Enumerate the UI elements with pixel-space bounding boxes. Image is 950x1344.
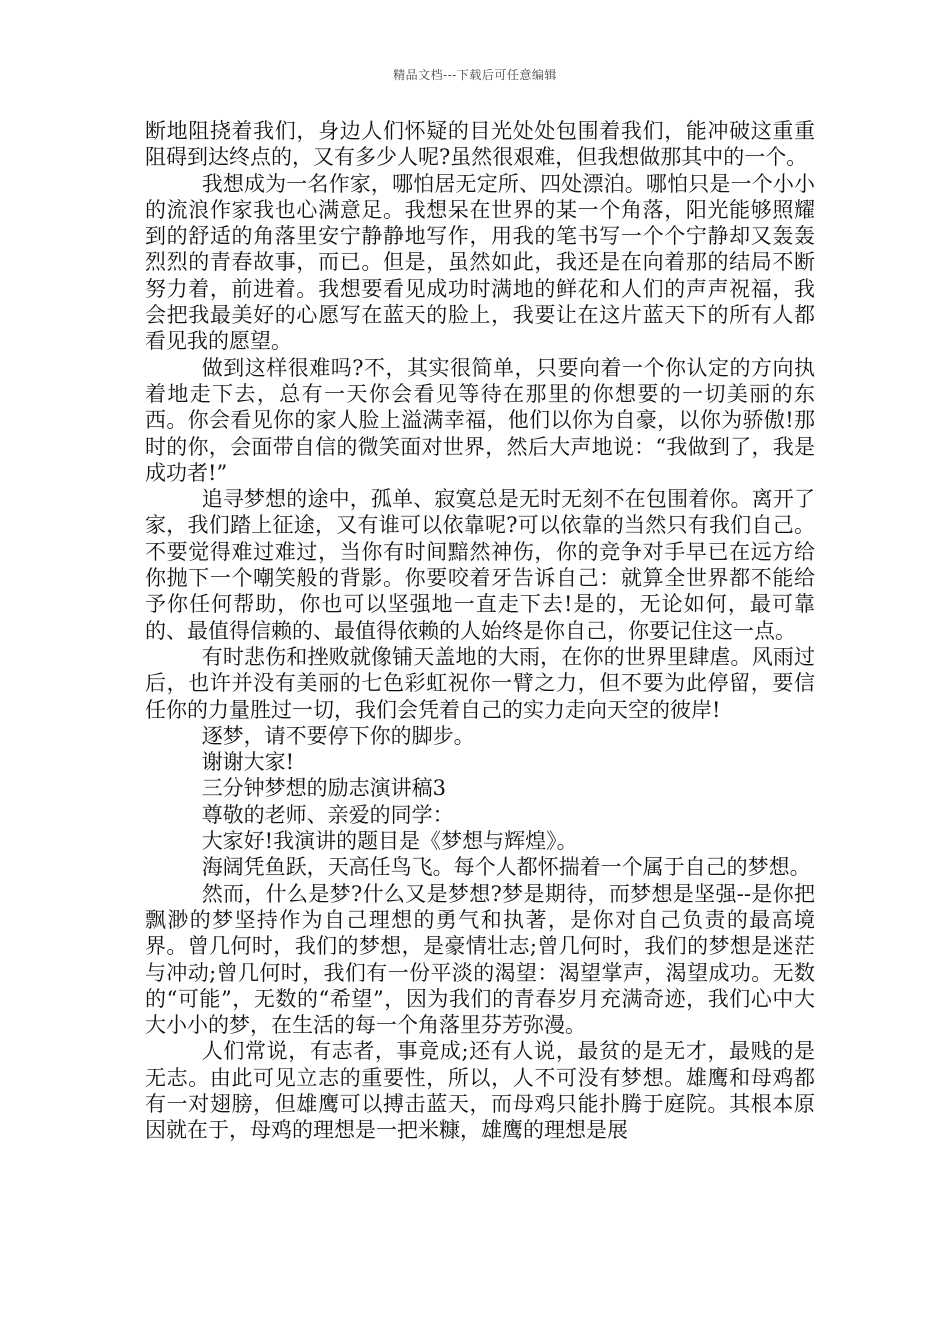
paragraph-10: 大家好!我演讲的题目是《梦想与辉煌》。 — [201, 829, 578, 854]
salutation: 尊敬的老师、亲爱的同学： — [201, 802, 454, 827]
document-body — [145, 118, 815, 1144]
paragraph-13: 人们常说，有志者，事竟成;还有人说，最贫的是无才，最贱的是无志。由此可见立志的重要性，所以，人不可没有梦想。雄鹰和母鸡都有一对翅膀，但雄鹰可以搏击蓝天，而母鸡只能扑腾于庭院。其根本原因就在于，母鸡的理想是一把米糠，雄鹰的理想是展 — [145, 1039, 815, 1143]
page-header: 精品文档---下载后可任意编辑 — [393, 68, 557, 82]
paragraph-3: 做到这样很难吗?不，其实很简单，只要向着一个你认定的方向执着地走下去，总有一天你会看见等待在那里的你想要的一切美丽的东西。你会看见你的家人脸上溢满幸福，他们以你为自豪，以你为骄傲!那时的你，会面带自信的微笑面对世界，然后大声地说：“我做到了，我是成功者!” — [145, 355, 815, 485]
paragraph-4: 追寻梦想的途中，孤单、寂寞总是无时无刻不在包围着你。离开了家，我们踏上征途，又有谁可以依靠呢?可以依靠的当然只有我们自己。不要觉得难过难过，当你有时间黯然神伤，你的竞争对手早已在远方给你抛下一个嘲笑般的背影。你要咬着牙告诉自己：就算全世界都不能给予你任何帮助，你也可以坚强地一直走下去!是的，无论如何，最可靠的、最值得信赖的、最值得依赖的人始终是你自己，你要记住这一点。 — [145, 487, 815, 643]
paragraph-12: 然而，什么是梦?什么又是梦想?梦是期待，而梦想是坚强--是你把飘渺的梦坚持作为自己理想的勇气和执著，是你对自己负责的最高境界。曾几何时，我们的梦想，是豪情壮志;曾几何时，我们的梦想是迷茫与冲动;曾几何时，我们有一份平淡的渴望：渴望掌声，渴望成功。无数的“可能”，无数的“希望”，因为我们的青春岁月充满奇迹，我们心中大大小小的梦，在生活的每一个角落里芬芳弥漫。 — [145, 881, 815, 1038]
paragraph-1: 断地阻挠着我们，身边人们怀疑的目光处处包围着我们，能冲破这重重阻碍到达终点的，又有多少人呢?虽然很艰难，但我想做那其中的一个。 — [145, 119, 815, 170]
paragraph-6: 逐梦，请不要停下你的脚步。 — [201, 723, 475, 748]
paragraph-2: 我想成为一名作家，哪怕居无定所、四处漂泊。哪怕只是一个小小的流浪作家我也心满意足。我想呆在世界的某一个角落，阳光能够照耀到的舒适的角落里安宁静静地写作，用我的笔书写一个个宁静却又轰轰烈烈的青春故事，而已。但是，虽然如此，我还是在向着那的结局不断努力着，前进着。我想要看见成功时满地的鲜花和人们的声声祝福，我会把我最美好的心愿写在蓝天的脸上，我要让在这片蓝天下的所有人都看见我的愿望。 — [145, 171, 815, 354]
paragraph-7: 谢谢大家! — [201, 750, 295, 775]
paragraph-11: 海阔凭鱼跃，天高任鸟飞。每个人都怀揣着一个属于自己的梦想。 — [201, 855, 811, 880]
section-title: 三分钟梦想的励志演讲稿3 — [201, 776, 447, 801]
paragraph-5: 有时悲伤和挫败就像铺天盖地的大雨，在你的世界里肆虐。风雨过后，也许并没有美丽的七色彩虹祝你一臂之力，但不要为此停留，要信任你的力量胜过一切，我们会凭着自己的实力走向天空的彼岸! — [145, 644, 815, 722]
